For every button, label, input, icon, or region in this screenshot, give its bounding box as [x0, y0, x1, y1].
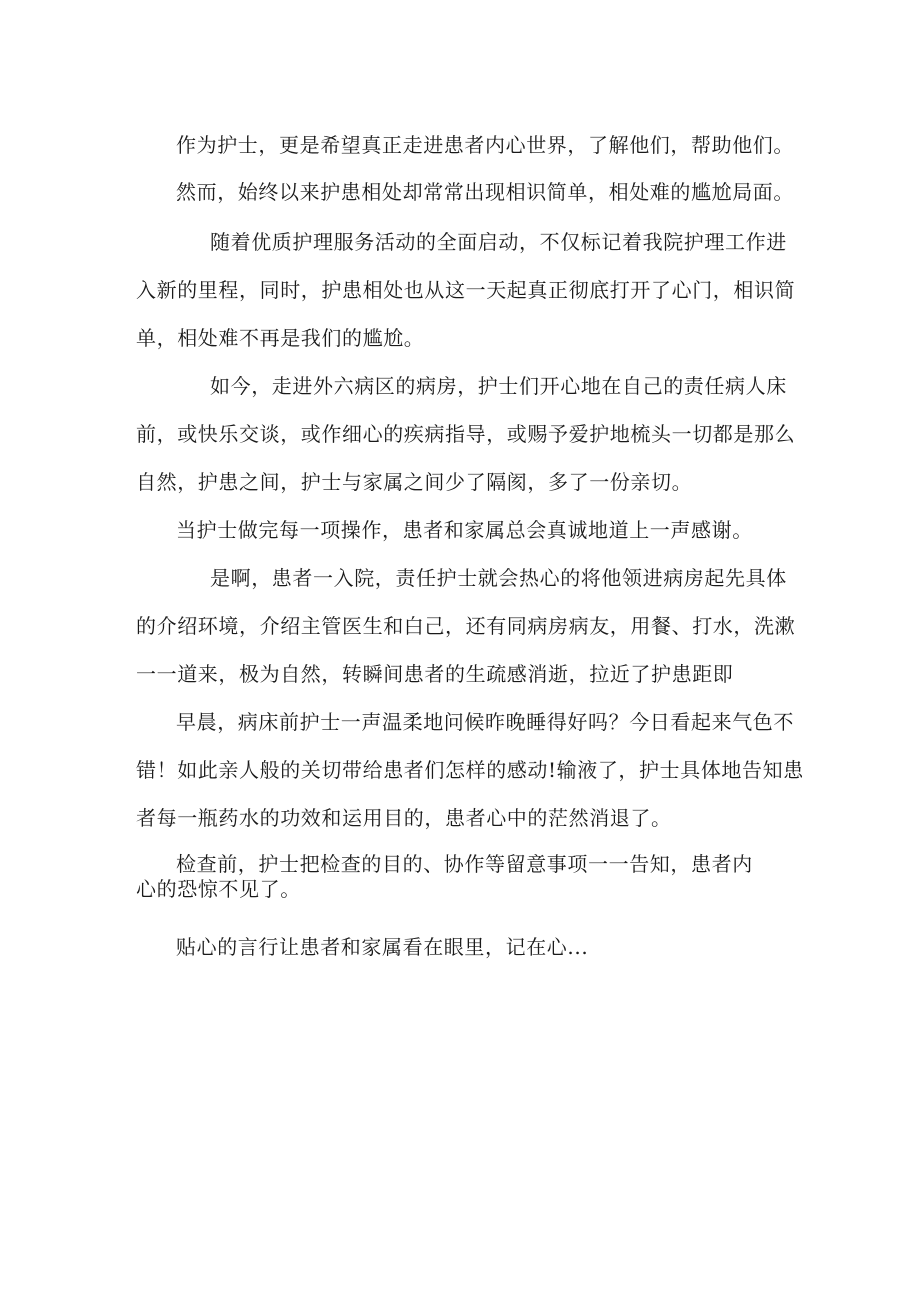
text-line: 贴心的言行让患者和家属看在眼里，记在心... [176, 935, 589, 959]
text-line: 随着优质护理服务活动的全面启动，不仅标记着我院护理工作进 [210, 230, 787, 254]
text-line: 的介绍环境，介绍主管医生和白己，还有同病房病友，用餐、打水，洗漱 [136, 614, 796, 638]
text-line: 自然，护患之间，护士与家属之间少了隔阂，多了一份亲切。 [136, 470, 693, 494]
text-line: 如今，走进外六病区的病房，护士们开心地在自己的责任病人床 [210, 374, 787, 398]
text-line: 然而，始终以来护患相处却常常出现相识简单，相处难的尴尬局面。 [176, 180, 794, 204]
text-line: 当护士做完每一项操作，患者和家属总会真诚地道上一声感谢。 [176, 518, 753, 542]
text-line: 一一道来，极为自然，转瞬间患者的生疏感消逝，拉近了护患距即 [136, 662, 734, 686]
text-line: 者每一瓶药水的功效和运用目的，患者心中的茫然消退了。 [136, 806, 672, 830]
text-line: 单，相处难不再是我们的尴尬。 [136, 326, 425, 350]
text-line: 心的恐惊不见了。 [136, 877, 301, 901]
text-line: 错！如此亲人般的关切带给患者们怎样的感动!输液了，护士具体地告知患 [136, 758, 804, 782]
text-line: 是啊，患者一入院，责任护士就会热心的将他领进病房起先具体 [210, 566, 787, 590]
text-line: 前，或快乐交谈，或作细心的疾病指导，或赐予爱护地梳头一切都是那么 [136, 422, 796, 446]
text-line: 入新的里程，同时，护患相处也从这一天起真正彻底打开了心门，相识简 [136, 278, 796, 302]
text-line: 作为护士，更是希望真正走进患者内心世界，了解他们，帮助他们。 [176, 133, 794, 157]
text-line: 早晨，病床前护士一声温柔地问候昨晚睡得好吗？今日看起来气色不 [176, 710, 794, 734]
text-line: 检查前，护士把检查的目的、协作等留意事项一一告知，患者内 [176, 852, 753, 876]
